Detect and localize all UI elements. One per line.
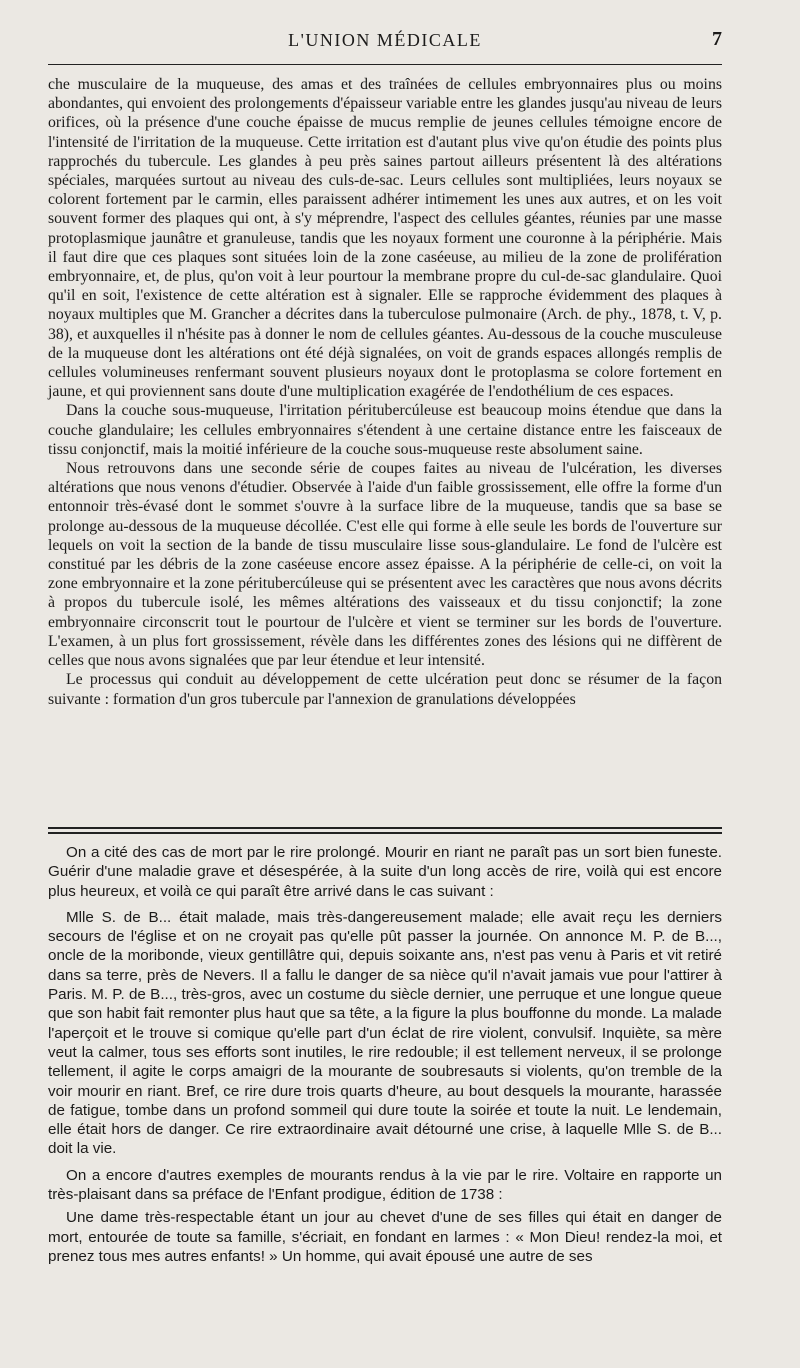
page-header: [48, 30, 722, 54]
page-number: 7: [712, 28, 722, 50]
feuilleton-rule-lower: [48, 832, 722, 834]
feuilleton-rule-upper: [48, 827, 722, 829]
feuilleton-paragraph: On a cité des cas de mort par le rire prolongé. Mourir en riant ne paraît pas un sort bien funeste. Guérir d'une maladie grave et désespérée, à la suite d'un long accès de rire, voilà qui est encore plus heureux, et voilà ce qui paraît être arrivé dans le cas suivant :: [48, 844, 722, 900]
article-paragraph: che musculaire de la muqueuse, des amas et des traînées de cellules embryonnaires plus ou moins abondantes, qui envoient des prolongements d'épaisseur variable entre les glandes jusqu'au niveau de leurs orifices, où la présence d'une couche épaisse de mucus remplie de jeunes cellules témoigne encore de l'intensité de l'irritation de la muqueuse. Cette irritation est d'autant plus vive qu'on étudie des points plus rapprochés du tubercule. Les glandes à peu près saines partout ailleurs présentent là des altérations spéciales, marquées surtout au niveau des culs-de-sac. Leurs cellules sont multipliées, leurs noyaux se colorent fortement par le carmin, elles paraissent adhérer intimement les unes aux autres, et on les voit souvent former des plaques qui ont, à s'y méprendre, l'aspect des cellules géantes, réunies par une masse protoplasmique jaunâtre et granuleuse, tandis que les noyaux forment une couronne à la périphérie. Mais il faut dire que ces plaques sont situées loin de la zone caséeuse, au milieu de la zone de prolifération embryonnaire, et, de plus, qu'on voit à leur pourtour la membrane propre du cul-de-sac glandulaire. Quoi qu'il en soit, l'existence de cette altération est à signaler. Elle se rapproche évidemment des plaques à noyaux multiples que M. Grancher a décrites dans la tuberculose pulmonaire (Arch. de phy., 1878, t. V, p. 38), et auxquelles il n'hésite pas à donner le nom de cellules géantes. Au-dessous de la couche musculeuse de la muqueuse dont les altérations ont été déjà signalées, on voit de grands espaces allongés remplis de cellules volumineuses renfermant souvent plusieurs noyaux dont le protoplasma se colore fortement en jaune, et qui proviennent sans doute d'une multiplication exagérée de l'endothélium de ces espaces.: [48, 76, 722, 401]
header-rule: [48, 64, 722, 65]
feuilleton-body: [48, 843, 722, 1273]
feuilleton-paragraph: On a encore d'autres exemples de mourants rendus à la vie par le rire. Voltaire en rapporte un très-plaisant dans sa préface de l'Enfant prodigue, édition de 1738 :: [48, 1166, 722, 1204]
article-paragraph: Le processus qui conduit au développement de cette ulcération peut donc se résumer de la façon suivante : formation d'un gros tubercule par l'annexion de granulations développées: [48, 671, 722, 708]
running-title: L'UNION MÉDICALE: [288, 30, 482, 50]
article-paragraph: Dans la couche sous-muqueuse, l'irritation péritubercúleuse est beaucoup moins étendue que dans la couche glandulaire; les cellules embryonnaires s'étendent à une certaine distance entre les faisceaux de tissu conjonctif, mais la moitié inférieure de la couche sous-muqueuse reste absolument saine.: [48, 402, 722, 458]
article-paragraph: Nous retrouvons dans une seconde série de coupes faites au niveau de l'ulcération, les diverses altérations que nous venons d'étudier. Observée à l'aide d'un faible grossissement, elle offre la forme d'un entonnoir très-évasé dont le sommet s'ouvre à la surface libre de la muqueuse, tandis que sa base se prolonge au-dessous de la muqueuse décollée. C'est elle qui forme à elle seule les bords de l'ouverture sur lequels on voit la section de la bande de tissu musculaire lisse sous-glandulaire. Le fond de l'ulcère est constitué par les débris de la zone caséeuse encore assez épaisse. A la périphérie de celle-ci, on voit la zone embryonnaire et la zone péritubercúleuse qui se présentent avec les caractères que nous avons décrits à propos du tubercule isolé, les mêmes altérations des vaisseaux et du tissu conjonctif; la zone embryonnaire circonscrit tout le pourtour de l'ulcère et vient se terminer sur les bords de l'ouverture. L'examen, à un plus fort grossissement, révèle dans les différentes zones des lésions qui ne diffèrent de celles que nous avons signalées que par leur étendue et leur intensité.: [48, 460, 722, 670]
feuilleton-paragraph: Une dame très-respectable étant un jour au chevet d'une de ses filles qui était en danger de mort, entourée de toute sa famille, s'écriait, en fondant en larmes : « Mon Dieu! rendez-la moi, et prenez tous mes autres enfants! » Un homme, qui avait épousé une autre de ses: [48, 1209, 722, 1265]
feuilleton-paragraph: Mlle S. de B... était malade, mais très-dangereusement malade; elle avait reçu les derniers secours de l'église et on ne croyait pas qu'elle pût passer la journée. On annonce M. P. de B..., oncle de la moribonde, vieux gentillâtre qui, depuis soixante ans, n'est pas venu à Paris et vit retiré dans sa terre, près de Nevers. Il a fallu le danger de sa nièce qu'il n'avait jamais vue pour l'attirer à Paris. M. P. de B..., très-gros, avec un costume du siècle dernier, une perruque et une longue queue que son habit fait remonter plus haut que sa tête, a la figure la plus bouffonne du monde. La malade l'aperçoit et le trouve si comique qu'elle part d'un éclat de rire violent, convulsif. Inquiète, sa mère veut la calmer, tous ses efforts sont inutiles, le rire redouble; il est tellement nerveux, il se prolonge tellement, il agite le corps amaigri de la mourante de soubresauts si violents, qu'on tremble de la voir mourir en riant. Bref, ce rire dure trois quarts d'heure, au bout desquels la mourante, harassée de fatigue, tombe dans un profond sommeil qui dure toute la soirée et toute la nuit. Le lendemain, elle était hors de danger. Ce rire extraordinaire avait détourné une crise, à laquelle Mlle S. de B... doit la vie.: [48, 908, 722, 1158]
article-body: [48, 75, 722, 709]
